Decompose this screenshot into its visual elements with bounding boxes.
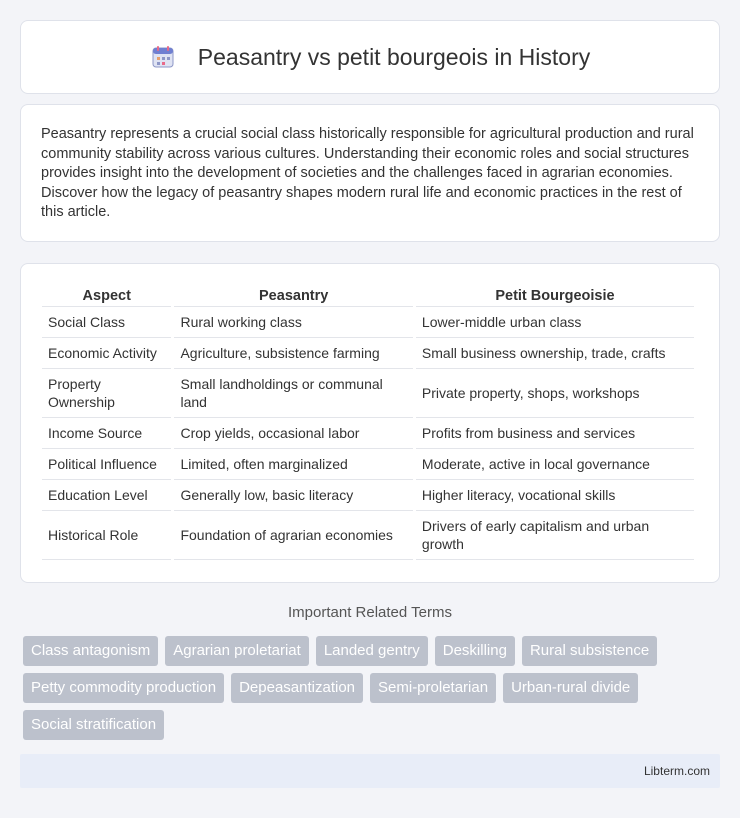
footer-site-link[interactable]: Libterm.com bbox=[643, 764, 710, 778]
page-title: Peasantry vs petit bourgeois in History bbox=[197, 43, 591, 70]
table-cell: Property Ownership bbox=[42, 369, 171, 418]
term-tag[interactable]: Deskilling bbox=[435, 636, 515, 666]
table-cell: Political Influence bbox=[42, 449, 171, 480]
table-cell: Income Source bbox=[42, 418, 171, 449]
table-cell: Crop yields, occasional labor bbox=[174, 418, 412, 449]
table-cell: Economic Activity bbox=[42, 338, 171, 369]
table-row bbox=[42, 307, 694, 338]
table-cell: Social Class bbox=[42, 307, 171, 338]
header-card bbox=[20, 20, 720, 94]
calendar-icon bbox=[150, 44, 176, 70]
related-terms-list bbox=[23, 636, 713, 740]
table-row bbox=[42, 480, 694, 511]
table-cell: Foundation of agrarian economies bbox=[174, 511, 412, 560]
column-header-peasantry: Peasantry bbox=[174, 284, 412, 307]
table-cell: Small landholdings or communal land bbox=[174, 369, 412, 418]
term-tag[interactable]: Depeasantization bbox=[231, 673, 363, 703]
table-row bbox=[42, 418, 694, 449]
intro-card bbox=[20, 104, 720, 242]
table-cell: Lower-middle urban class bbox=[416, 307, 694, 338]
related-terms-title: Important Related Terms bbox=[288, 604, 452, 621]
intro-paragraph: Peasantry represents a crucial social class historically responsible for agricultural production and rural community stability across various cultures. Understanding their economic roles and social structures provides insight into the development of societies and the challenges faced in agrarian economies. Discover how the legacy of peasantry shapes modern rural life and economic practices in the rest of this article. bbox=[41, 126, 694, 221]
table-cell: Generally low, basic literacy bbox=[174, 480, 412, 511]
comparison-table bbox=[39, 284, 697, 560]
table-row bbox=[42, 449, 694, 480]
table-header-row bbox=[42, 284, 694, 307]
table-row bbox=[42, 369, 694, 418]
table-cell: Education Level bbox=[42, 480, 171, 511]
table-cell: Small business ownership, trade, crafts bbox=[416, 338, 694, 369]
table-cell: Rural working class bbox=[174, 307, 412, 338]
term-tag[interactable]: Urban-rural divide bbox=[503, 673, 638, 703]
table-cell: Drivers of early capitalism and urban growth bbox=[416, 511, 694, 560]
term-tag[interactable]: Social stratification bbox=[23, 710, 164, 740]
table-cell: Higher literacy, vocational skills bbox=[416, 480, 694, 511]
term-tag[interactable]: Semi-proletarian bbox=[370, 673, 496, 703]
term-tag[interactable]: Rural subsistence bbox=[522, 636, 657, 666]
term-tag[interactable]: Class antagonism bbox=[23, 636, 158, 666]
table-cell: Private property, shops, workshops bbox=[416, 369, 694, 418]
table-row bbox=[42, 338, 694, 369]
table-cell: Agriculture, subsistence farming bbox=[174, 338, 412, 369]
footer bbox=[20, 754, 720, 788]
column-header-petit-bourgeoisie: Petit Bourgeoisie bbox=[416, 284, 694, 307]
term-tag[interactable]: Landed gentry bbox=[316, 636, 428, 666]
table-row bbox=[42, 511, 694, 560]
table-cell: Historical Role bbox=[42, 511, 171, 560]
comparison-table-card bbox=[20, 263, 720, 583]
term-tag[interactable]: Agrarian proletariat bbox=[165, 636, 309, 666]
table-cell: Limited, often marginalized bbox=[174, 449, 412, 480]
table-cell: Moderate, active in local governance bbox=[416, 449, 694, 480]
term-tag[interactable]: Petty commodity production bbox=[23, 673, 224, 703]
column-header-aspect: Aspect bbox=[42, 284, 171, 307]
table-cell: Profits from business and services bbox=[416, 418, 694, 449]
